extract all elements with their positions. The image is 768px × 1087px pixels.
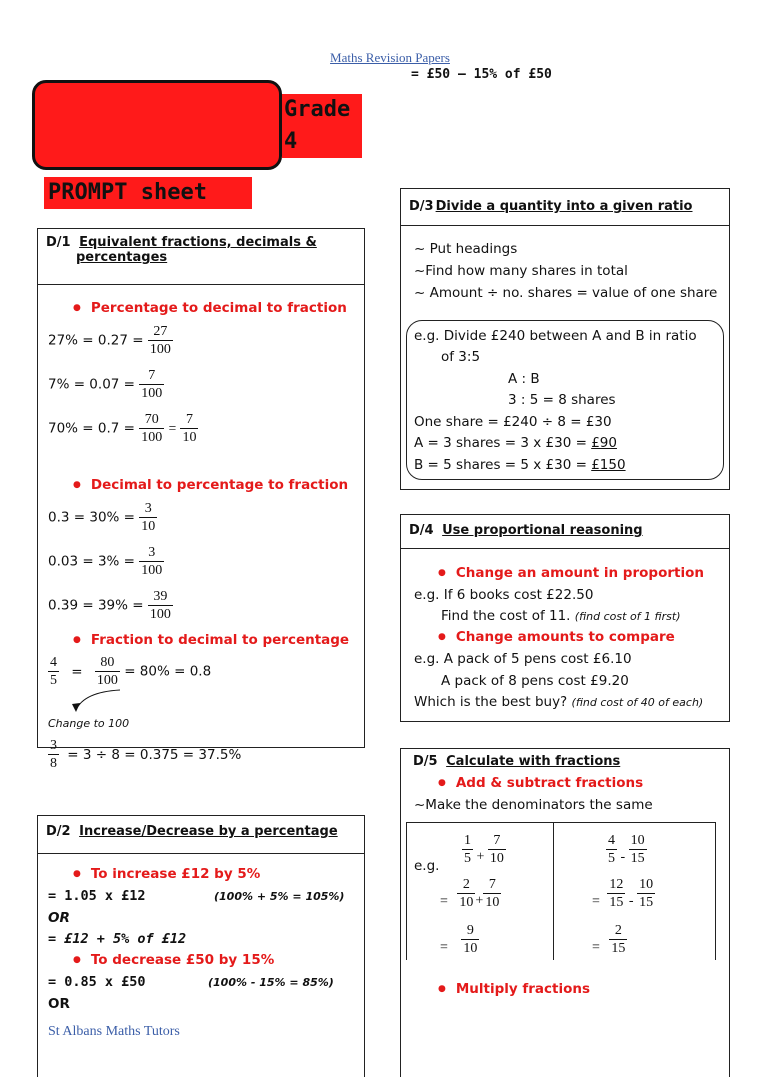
d1-row-7-fraction-1 (48, 654, 59, 689)
d5-add-row-3 (440, 922, 479, 960)
section-d1-code: D/1 (46, 235, 71, 250)
d1-row-3: 70% = 0.7 = $\frac{70}{100}$ = $\frac{7}{10}$ (48, 412, 197, 445)
d3-example-2: of 3:5 (441, 349, 481, 365)
d3-example-7-text: B = 5 shares = 5 x £30 = (414, 457, 592, 473)
section-d1-title-line1: Equivalent fractions, decimals & (79, 235, 317, 250)
fraction (457, 876, 475, 911)
numerator: 7 (483, 876, 501, 894)
numerator: 10 (639, 877, 654, 892)
d1-row-6 (48, 588, 173, 623)
grade-label (282, 94, 362, 158)
d1-row-3-fraction-1 (139, 411, 164, 446)
d4-heading-1: ● Change an amount in proportion (438, 565, 704, 581)
d3-example-6-text: A = 3 shares = 3 x £30 = (414, 435, 592, 451)
d4-line-4: A pack of 8 pens cost £9.20 (441, 673, 629, 689)
numerator: 4 (608, 833, 615, 848)
section-d4-code: D/4 (409, 523, 434, 538)
d3-example-6 (414, 435, 617, 451)
d2-line-1: = 1.05 x £12 (48, 888, 146, 904)
d3-example-5: One share = £240 ÷ 8 = £30 (414, 414, 612, 430)
section-d1-header (38, 229, 364, 285)
numerator: 1 (464, 833, 471, 848)
d2-heading-1: ● To increase £12 by 5% (73, 866, 260, 882)
grade-line-2: 4 (284, 129, 298, 154)
d5-sub-row-1 (606, 832, 647, 867)
fraction (461, 922, 479, 957)
denominator: 15 (630, 851, 645, 866)
d3-example-4: 3 : 5 = 8 shares (508, 392, 616, 408)
section-d5-title: Calculate with fractions (446, 754, 621, 769)
section-d2-header (38, 816, 364, 854)
denominator: 15 (611, 941, 626, 956)
d1-row-8 (48, 737, 241, 772)
section-d1-title-line2: percentages (76, 250, 168, 265)
operator: + (475, 893, 484, 909)
d1-row-6-text: 0.39 = 39% = (48, 597, 148, 614)
numerator: 3 (139, 544, 164, 562)
fraction (637, 876, 655, 911)
numerator: 80 (95, 654, 120, 672)
prompt-sheet-title: PROMPT sheet (44, 177, 252, 209)
numerator: 12 (609, 877, 624, 892)
numerator: 10 (630, 833, 645, 848)
footer-text: St Albans Maths Tutors (48, 1024, 180, 1039)
numerator: 9 (461, 922, 479, 940)
fraction (483, 876, 501, 911)
d2-line-1-note: (100% + 5% = 105%) (214, 890, 345, 903)
operator: + (476, 849, 485, 865)
d1-row-6-fraction (148, 588, 173, 623)
d3-answer-a: £90 (591, 435, 617, 451)
d4-heading-2: ● Change amounts to compare (438, 629, 675, 645)
d1-row-7-result: = 80% = 0.8 (124, 663, 212, 680)
section-d3-code: D/3 (409, 199, 434, 214)
d1-row-3-fraction-2 (180, 411, 198, 446)
red-banner-box (32, 80, 282, 170)
d4-line-5-text: Which is the best buy? (414, 694, 568, 710)
d1-row-8-result: = 3 ÷ 8 = 0.375 = 37.5% (67, 746, 242, 763)
d2-line-3: = 0.85 x £50 (48, 974, 146, 990)
d3-example-1: e.g. Divide £240 between A and B in ratio (414, 328, 697, 344)
denominator: 5 (50, 673, 57, 688)
d5-table-divider (553, 822, 554, 960)
denominator: 10 (141, 519, 156, 534)
numerator: 7 (180, 411, 198, 429)
d1-row-2-fraction (139, 367, 164, 402)
denominator: 5 (464, 851, 471, 866)
equals: = (592, 939, 600, 955)
section-d5-header (401, 749, 729, 774)
grade-line-1: Grade (284, 97, 351, 122)
d5-heading-2: ● Multiply fractions (438, 981, 590, 997)
d1-row-2 (48, 367, 164, 402)
d1-row-4-text: 0.3 = 30% = (48, 509, 140, 526)
denominator: 100 (149, 342, 171, 357)
section-d3-title: Divide a quantity into a given ratio (435, 199, 693, 214)
numerator: 27 (148, 323, 173, 341)
equals: = (440, 939, 448, 955)
d1-row-1 (48, 323, 173, 358)
fraction (462, 832, 473, 867)
d3-answer-b: £150 (591, 457, 626, 473)
d1-row-5-fraction (139, 544, 164, 579)
d2-or-2: OR (48, 996, 70, 1012)
d2-line-3-note: (100% - 15% = 85%) (208, 976, 334, 989)
denominator: 100 (141, 563, 163, 578)
d5-sub-row-2 (592, 876, 655, 911)
denominator: 10 (463, 941, 478, 956)
page-header-title: Maths Revision Papers (330, 50, 450, 65)
operator: - (620, 849, 626, 865)
d1-row-7-fraction-2 (95, 654, 120, 689)
d4-line-2 (441, 608, 681, 624)
numerator: 7 (488, 832, 506, 850)
numerator: 2 (609, 922, 627, 940)
d4-line-5-note: (find cost of 40 of each) (571, 696, 704, 709)
fraction (629, 832, 647, 867)
fraction (609, 922, 627, 957)
denominator: 10 (182, 430, 197, 445)
denominator: 8 (50, 756, 57, 771)
d1-row-4-fraction (139, 500, 157, 535)
d5-heading-1: ● Add & subtract fractions (438, 775, 643, 791)
d5-sub-row-3 (592, 922, 627, 960)
denominator: 100 (141, 386, 163, 401)
numerator: 2 (457, 876, 475, 894)
fraction (488, 832, 506, 867)
numerator: 7 (139, 367, 164, 385)
d3-step-3: ~ Amount ÷ no. shares = value of one share (414, 285, 718, 301)
d1-row-1-fraction (148, 323, 173, 358)
numerator: 70 (139, 411, 164, 429)
d3-step-2: ~Find how many shares in total (414, 263, 628, 279)
d1-row-1-text: 27% = 0.27 = (48, 332, 148, 349)
numerator: 3 (139, 500, 157, 518)
d1-heading-1: ● Percentage to decimal to fraction (73, 300, 347, 316)
d1-row-5 (48, 544, 164, 579)
d5-add-row-2 (440, 876, 501, 911)
d1-heading-2: ● Decimal to percentage to fraction (73, 477, 348, 493)
d5-add-row-1 (462, 832, 506, 867)
section-d5-code: D/5 (413, 754, 438, 769)
change-arrow-icon (62, 688, 132, 714)
d2-heading-2: ● To decrease £50 by 15% (73, 952, 274, 968)
denominator: 10 (489, 851, 504, 866)
d5-step-1: ~Make the denominators the same (414, 797, 653, 813)
denominator: 5 (608, 851, 615, 866)
section-d4-title: Use proportional reasoning (442, 523, 643, 538)
section-d2-title: Increase/Decrease by a percentage (79, 824, 338, 839)
numerator: 3 (50, 738, 57, 753)
denominator: 100 (149, 607, 171, 622)
d2-line-2: = £12 + 5% of £12 (48, 931, 187, 947)
d3-example-3: A : B (508, 371, 540, 387)
d1-row-2-text: 7% = 0.07 = (48, 376, 140, 393)
d3-step-1: ~ Put headings (414, 241, 518, 257)
d3-example-7 (414, 457, 626, 473)
d1-row-8-fraction (48, 737, 59, 772)
d4-line-1: e.g. If 6 books cost £22.50 (414, 587, 594, 603)
numerator: 4 (50, 655, 57, 670)
d4-line-3: e.g. A pack of 5 pens cost £6.10 (414, 651, 632, 667)
continued-equation: = £50 – 15% of £50 (411, 67, 552, 82)
d1-row-5-text: 0.03 = 3% = (48, 553, 140, 570)
d5-eg-label: e.g. (414, 858, 440, 874)
d4-line-2-text: Find the cost of 11. (441, 608, 571, 624)
section-d2-code: D/2 (46, 824, 71, 839)
d1-heading-3: ● Fraction to decimal to percentage (73, 632, 349, 648)
d1-row-4 (48, 500, 157, 535)
denominator: 10 (459, 895, 474, 910)
denominator: 15 (639, 895, 654, 910)
change-to-100-note: Change to 100 (48, 717, 130, 730)
d1-row-7: $\frac{4}{5}$ = $\frac{80}{100}$ = 80% = 0.8 (50, 655, 212, 688)
equals: = (592, 893, 600, 909)
d4-line-2-note: (find cost of 1 first) (574, 610, 681, 623)
numerator: 39 (148, 588, 173, 606)
section-d3-header (401, 189, 729, 226)
section-d4-header (401, 515, 729, 549)
fraction (606, 832, 617, 867)
d1-row-3-text: 70% = 0.7 = (48, 420, 140, 437)
operator: - (628, 893, 634, 909)
denominator: 15 (609, 895, 624, 910)
d4-line-5 (414, 694, 703, 710)
denominator: 100 (96, 673, 118, 688)
d2-or-1: OR (48, 910, 70, 926)
denominator: 100 (141, 430, 163, 445)
fraction (607, 876, 625, 911)
denominator: 10 (485, 895, 500, 910)
equals: = (440, 893, 448, 909)
